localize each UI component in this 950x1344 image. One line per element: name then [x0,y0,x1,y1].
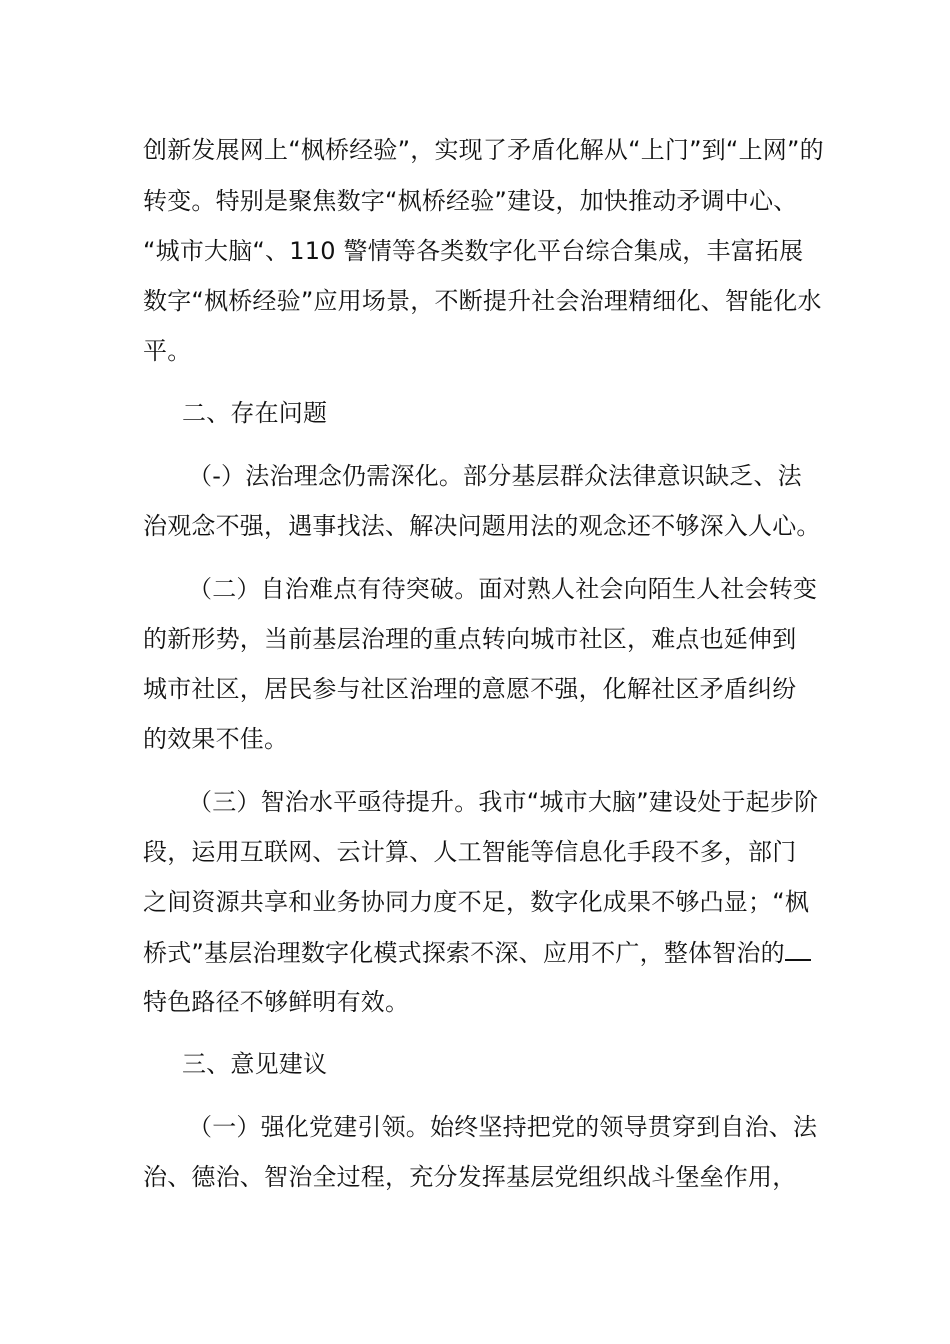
problem-three-line-1: （三）智治水平亟待提升。我市“城市大脑”建设处于起步阶 [188,788,819,816]
problem-three-line-5: 特色路径不够鲜明有效。 [143,988,410,1016]
problem-three-line-4 [143,937,811,968]
problem-two-line-3: 城市社区，居民参与社区治理的意愿不强，化解社区矛盾纠纷 [143,675,797,703]
problem-three-line-2: 段，运用互联网、云计算、人工智能等信息化手段不多，部门 [143,838,797,866]
intro-line-4: 数字“枫桥经验”应用场景，不断提升社会治理精细化、智能化水 [143,287,822,315]
suggestion-one-line-2: 治、德治、智治全过程，充分发挥基层党组织战斗堡垒作用， [143,1163,797,1191]
problem-three-line-3: 之间资源共享和业务协同力度不足，数字化成果不够凸显；“枫 [143,888,810,916]
problem-two-line-4: 的效果不佳。 [143,725,289,753]
suggestion-one-line-1: （一）强化党建引领。始终坚持把党的领导贯穿到自治、法 [188,1113,818,1141]
problem-one-line-1: （-）法治理念仍需深化。部分基层群众法律意识缺乏、法 [188,462,802,490]
intro-line-5: 平。 [143,337,192,365]
problem-two-line-1: （二）自治难点有待突破。面对熟人社会向陌生人社会转变 [188,575,818,603]
problem-two-line-2: 的新形势，当前基层治理的重点转向城市社区，难点也延伸到 [143,625,797,653]
intro-line-2: 转变。特别是聚焦数字“枫桥经验”建设，加快推动矛调中心、 [143,187,798,215]
blank-underline [785,937,811,961]
intro-line-1: 创新发展网上“枫桥经验”，实现了矛盾化解从“上门”到“上网”的 [143,136,824,164]
section-two-heading: 二、存在问题 [182,399,328,427]
problem-three-line-4-text: 桥式”基层治理数字化模式探索不深、应用不广，整体智治的 [143,939,785,967]
section-three-heading: 三、意见建议 [182,1050,328,1078]
problem-one-line-2: 治观念不强，遇事找法、解决问题用法的观念还不够深入人心。 [143,512,821,540]
intro-line-3: “城市大脑“、110 警情等各类数字化平台综合集成，丰富拓展 [143,237,804,265]
